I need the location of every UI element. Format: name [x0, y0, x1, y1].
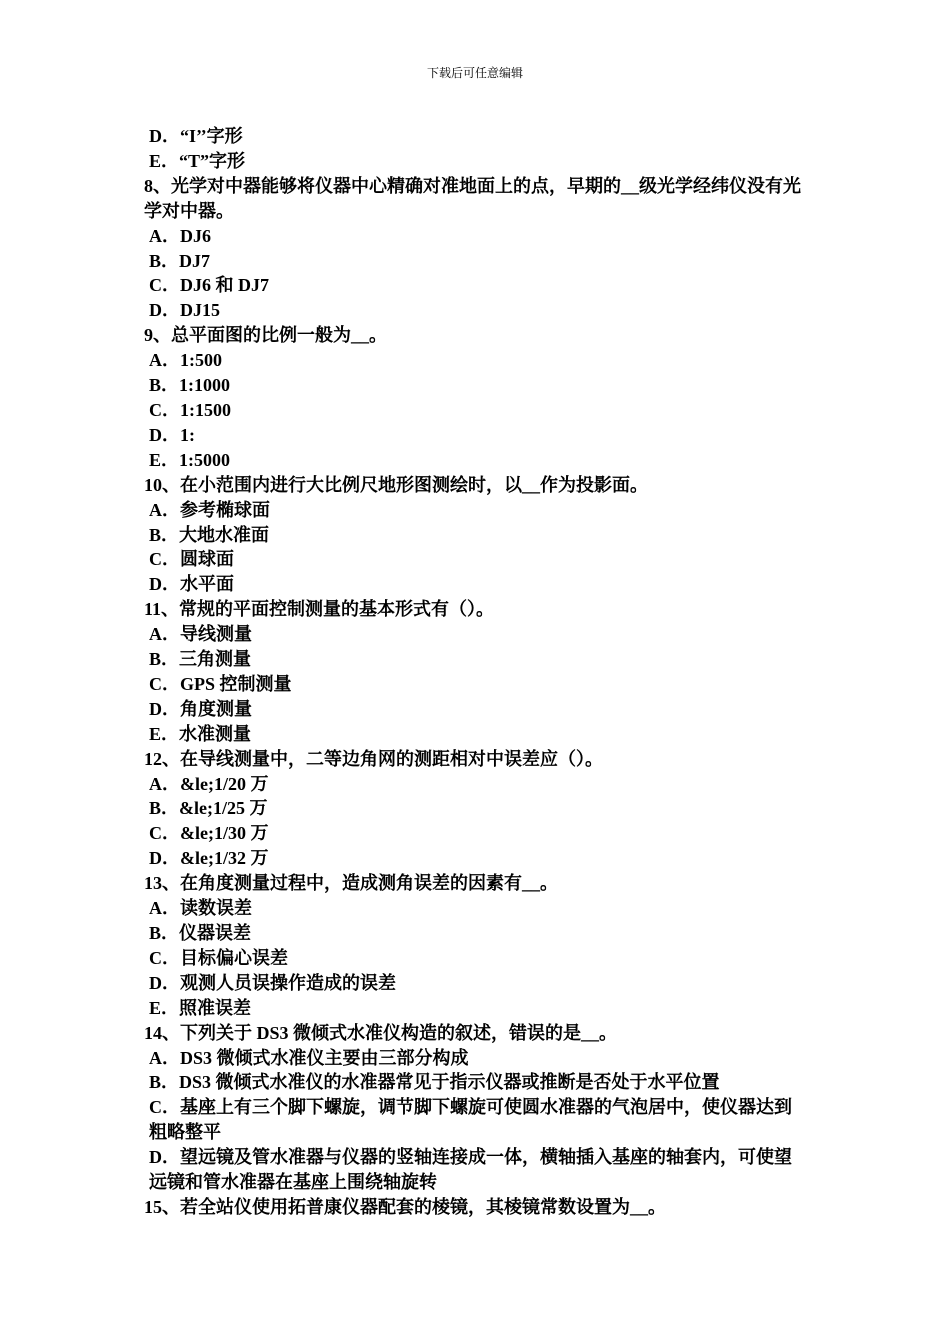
- answer-option: A．DS3 微倾式水准仪主要由三部分构成: [149, 1047, 469, 1068]
- answer-option: D．1:: [149, 424, 195, 445]
- answer-option: C．圆球面: [149, 549, 234, 570]
- answer-option: E．照准误差: [149, 997, 252, 1018]
- answer-option: B．&le;1/25 万: [149, 798, 268, 819]
- document-body: [144, 124, 809, 1220]
- answer-option: B．DJ7: [149, 250, 211, 271]
- question-text: 15、若全站仪使用拓普康仪器配套的棱镜，其棱镜常数设置为__。: [144, 1196, 666, 1217]
- answer-option: B．大地水准面: [149, 524, 270, 545]
- question-text: 9、总平面图的比例一般为__。: [144, 325, 387, 346]
- answer-option: D．望远镜及管水准器与仪器的竖轴连接成一体，横轴插入基座的轴套内，可使望远镜和管水准器在基座上围绕轴旋转: [149, 1147, 792, 1193]
- answer-option: D．观测人员误操作造成的误差: [149, 972, 396, 993]
- answer-option: D．水平面: [149, 574, 234, 595]
- answer-option: D．&le;1/32 万: [149, 848, 269, 869]
- answer-option: B．1:1000: [149, 375, 230, 396]
- question-text: 10、在小范围内进行大比例尺地形图测绘时，以__作为投影面。: [144, 474, 648, 495]
- answer-option: C．目标偏心误差: [149, 947, 288, 968]
- answer-option: B．DS3 微倾式水准仪的水准器常见于指示仪器或推断是否处于水平位置: [149, 1072, 720, 1093]
- answer-option: E．“T”字形: [149, 150, 246, 171]
- question-text: 12、在导线测量中，二等边角网的测距相对中误差应（）。: [144, 748, 603, 769]
- answer-option: C．&le;1/30 万: [149, 823, 269, 844]
- answer-option: E．1:5000: [149, 449, 230, 470]
- answer-option: C．GPS 控制测量: [149, 673, 292, 694]
- answer-option: D．“I’’字形: [149, 126, 243, 146]
- question-text: 13、在角度测量过程中，造成测角误差的因素有__。: [144, 873, 558, 894]
- answer-option: E．水准测量: [149, 723, 252, 744]
- answer-option: A．1:500: [149, 350, 222, 371]
- answer-option: B．三角测量: [149, 649, 252, 670]
- answer-option: A．DJ6: [149, 225, 211, 246]
- answer-option: C．DJ6 和 DJ7: [149, 275, 269, 296]
- answer-option: C．1:1500: [149, 399, 231, 420]
- answer-option: A．读数误差: [149, 898, 252, 919]
- answer-option: B．仪器误差: [149, 923, 252, 943]
- page-header: 下载后可任意编辑: [426, 66, 523, 80]
- answer-option: A．&le;1/20 万: [149, 773, 269, 794]
- question-text: 11、常规的平面控制测量的基本形式有（）。: [144, 599, 495, 620]
- answer-option: A．导线测量: [149, 624, 252, 645]
- question-text: 8、光学对中器能够将仪器中心精确对准地面上的点，早期的__级光学经纬仪没有光学对中器。: [144, 175, 801, 221]
- answer-option: A．参考椭球面: [149, 499, 270, 520]
- answer-option: C．基座上有三个脚下螺旋，调节脚下螺旋可使圆水准器的气泡居中，使仪器达到粗略整平: [149, 1097, 792, 1143]
- answer-option: D．DJ15: [149, 300, 220, 321]
- question-text: 14、下列关于 DS3 微倾式水准仪构造的叙述，错误的是__。: [144, 1022, 618, 1043]
- answer-option: D．角度测量: [149, 698, 252, 719]
